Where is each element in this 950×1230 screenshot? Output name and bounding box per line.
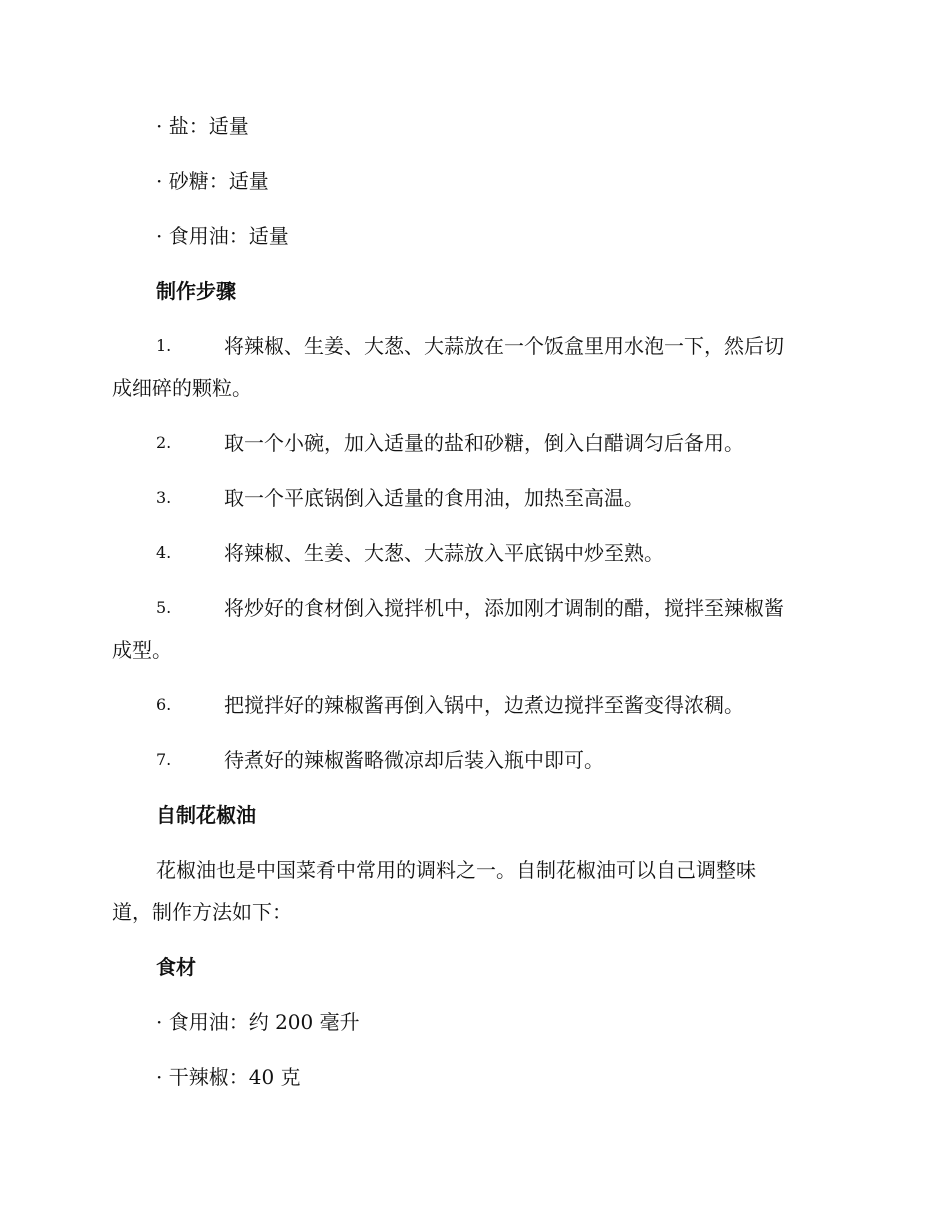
ingredient-cooking-oil: · 食用油：约 200 毫升 <box>156 1010 360 1034</box>
ingredient-sugar: · 砂糖：适量 <box>156 169 269 193</box>
step-text: 把搅拌好的辣椒酱再倒入锅中，边煮边搅拌至酱变得浓稠。 <box>224 693 744 717</box>
step-number: 6. <box>156 695 172 714</box>
step-number: 4. <box>156 543 172 562</box>
step-text: 取一个小碗，加入适量的盐和砂糖，倒入白醋调匀后备用。 <box>224 431 744 455</box>
step-text: 将辣椒、生姜、大葱、大蒜放入平底锅中炒至熟。 <box>224 541 664 565</box>
intro-paragraph-continued: 道，制作方法如下： <box>112 900 292 924</box>
step-text-continued: 成型。 <box>112 638 172 662</box>
step-text-continued: 成细碎的颗粒。 <box>112 376 252 400</box>
step-text: 将炒好的食材倒入搅拌机中，添加刚才调制的醋，搅拌至辣椒酱 <box>224 596 784 620</box>
step-text: 待煮好的辣椒酱略微凉却后装入瓶中即可。 <box>224 748 604 772</box>
intro-paragraph: 花椒油也是中国菜肴中常用的调料之一。自制花椒油可以自己调整味 <box>156 858 756 882</box>
step-number: 2. <box>156 433 172 452</box>
step-number: 7. <box>156 750 172 769</box>
section-title: 自制花椒油 <box>156 803 256 827</box>
step-text: 将辣椒、生姜、大葱、大蒜放在一个饭盒里用水泡一下，然后切 <box>224 334 784 358</box>
steps-heading: 制作步骤 <box>156 279 236 303</box>
ingredient-salt: · 盐：适量 <box>156 114 249 138</box>
ingredient-dried-chili: · 干辣椒：40 克 <box>156 1065 301 1089</box>
step-text: 取一个平底锅倒入适量的食用油，加热至高温。 <box>224 486 644 510</box>
ingredients-heading: 食材 <box>156 955 196 979</box>
step-number: 3. <box>156 488 172 507</box>
step-number: 1. <box>156 336 172 355</box>
step-number: 5. <box>156 598 172 617</box>
ingredient-oil: · 食用油：适量 <box>156 224 289 248</box>
